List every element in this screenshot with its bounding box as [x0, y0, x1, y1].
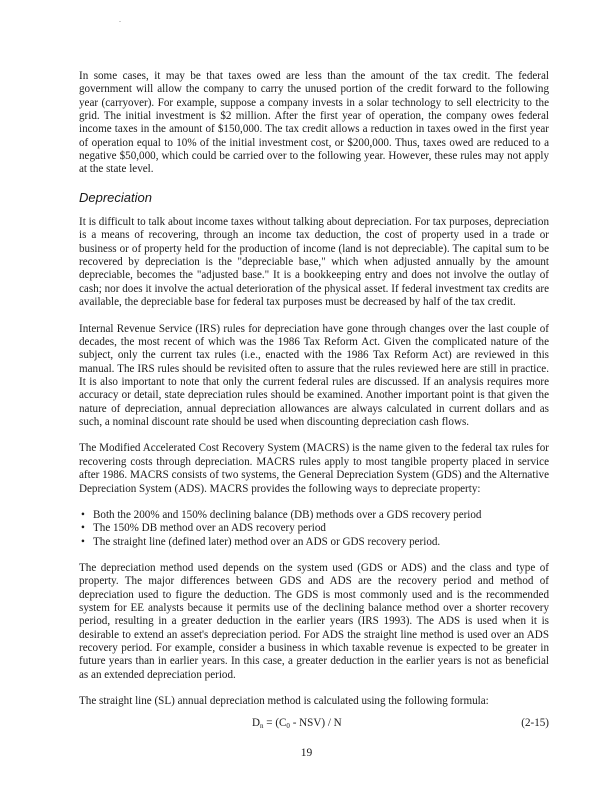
list-item: • The straight line (defined later) method over an ADS or GDS recovery period.: [79, 536, 549, 549]
paragraph-tax-credit-carryover: In some cases, it may be that taxes owed are less than the amount of the tax credit. The federal government will allow the company to carry the unused portion of the credit forward to the following year (carryover). For example, suppose a company invests in a solar technology to sell electricity to the grid. The initial investment is $2 million. After the first year of operation, the company owes federal income taxes in the amount of $150,000. The tax credit allows a reduction in taxes owed in the first year of operation equal to 10% of the initial investment cost, or $200,000. Thus, taxes owed are reduced to a negative $50,000, which could be carried over to the following year. However, these rules may not apply at the state level.: [79, 70, 549, 176]
paragraph-gds-vs-ads: The depreciation method used depends on the system used (GDS or ADS) and the class and type of property. The major differences between GDS and ADS are the recovery period and method of depreciation used to figure the deduction. The GDS is most commonly used and is the recommended system for EE analysts because it permits use of the declining balance method over a shorter recovery period, resulting in a greater deduction in the earlier years (IRS 1993). The ADS is used when it is desirable to extend an asset's depreciation period. For ADS the straight line method is used over an ADS recovery period. For example, consider a business in which taxable revenue is expected to be greater in future years than in earlier years. In this case, a greater deduction in the earlier years is not as beneficial as an extended depreciation period.: [79, 562, 549, 681]
equation-part: = (C: [263, 716, 287, 729]
equation-number: (2-15): [521, 716, 549, 729]
equation-body: [252, 717, 342, 730]
paragraph-straight-line-intro: The straight line (SL) annual depreciation method is calculated using the following formula:: [79, 695, 489, 708]
equation-sub-n: n: [260, 721, 264, 730]
paragraph-macrs: The Modified Accelerated Cost Recovery System (MACRS) is the name given to the federal tax rules for recovering costs through depreciation. MACRS rules apply to most tangible property placed in service after 1986. MACRS consists of two systems, the General Depreciation System (GDS) and the Alternative Depreciation System (ADS). MACRS provides the following ways to depreciate property:: [79, 442, 549, 495]
equation-sub-0: 0: [286, 721, 290, 730]
page-number: 19: [300, 747, 313, 759]
section-heading-depreciation: Depreciation: [79, 189, 152, 205]
equation-2-15: [79, 717, 549, 731]
scan-speck: [119, 21, 121, 22]
paragraph-irs-rules: Internal Revenue Service (IRS) rules for depreciation have gone through changes over the last couple of decades, the most recent of which was the 1986 Tax Reform Act. Given the complicated nature of the subject, only the current tax rules (i.e., enacted with the 1986 Tax Reform Act) are reviewed in this manual. The IRS rules should be revisited often to assure that the rules reviewed here are still in practice. It is also important to note that only the current federal rules are discussed. If an analysis requires more accuracy or detail, state depreciation rules should be examined. Another important point is that given the nature of depreciation, annual depreciation allowances are always calculated in current dollars and as such, a nominal discount rate should be used when discounting depreciation cash flows.: [79, 322, 549, 428]
paragraph-depreciation-intro: It is difficult to talk about income taxes without talking about depreciation. For tax purposes, depreciation is a means of recovering, through an income tax deduction, the cost of property used in a trade or business or of property held for the production of income (land is not depreciable). The capital sum to be recovered by depreciation is the "depreciable base," which when adjusted annually by the amount depreciable, becomes the "adjusted base." It is a bookkeeping entry and does not involve the outlay of cash; nor does it involve the actual deterioration of the physical asset. If federal investment tax credits are available, the depreciable base for federal tax purposes must be decreased by half of the tax credit.: [79, 215, 549, 308]
list-item: • The 150% DB method over an ADS recovery period: [79, 522, 549, 535]
equation-part: - NSV) / N: [289, 716, 342, 729]
equation-var-d: D: [252, 716, 261, 729]
document-page: [79, 70, 549, 731]
depreciation-methods-list: [79, 509, 549, 549]
list-item: • Both the 200% and 150% declining balance (DB) methods over a GDS recovery period: [79, 509, 549, 522]
